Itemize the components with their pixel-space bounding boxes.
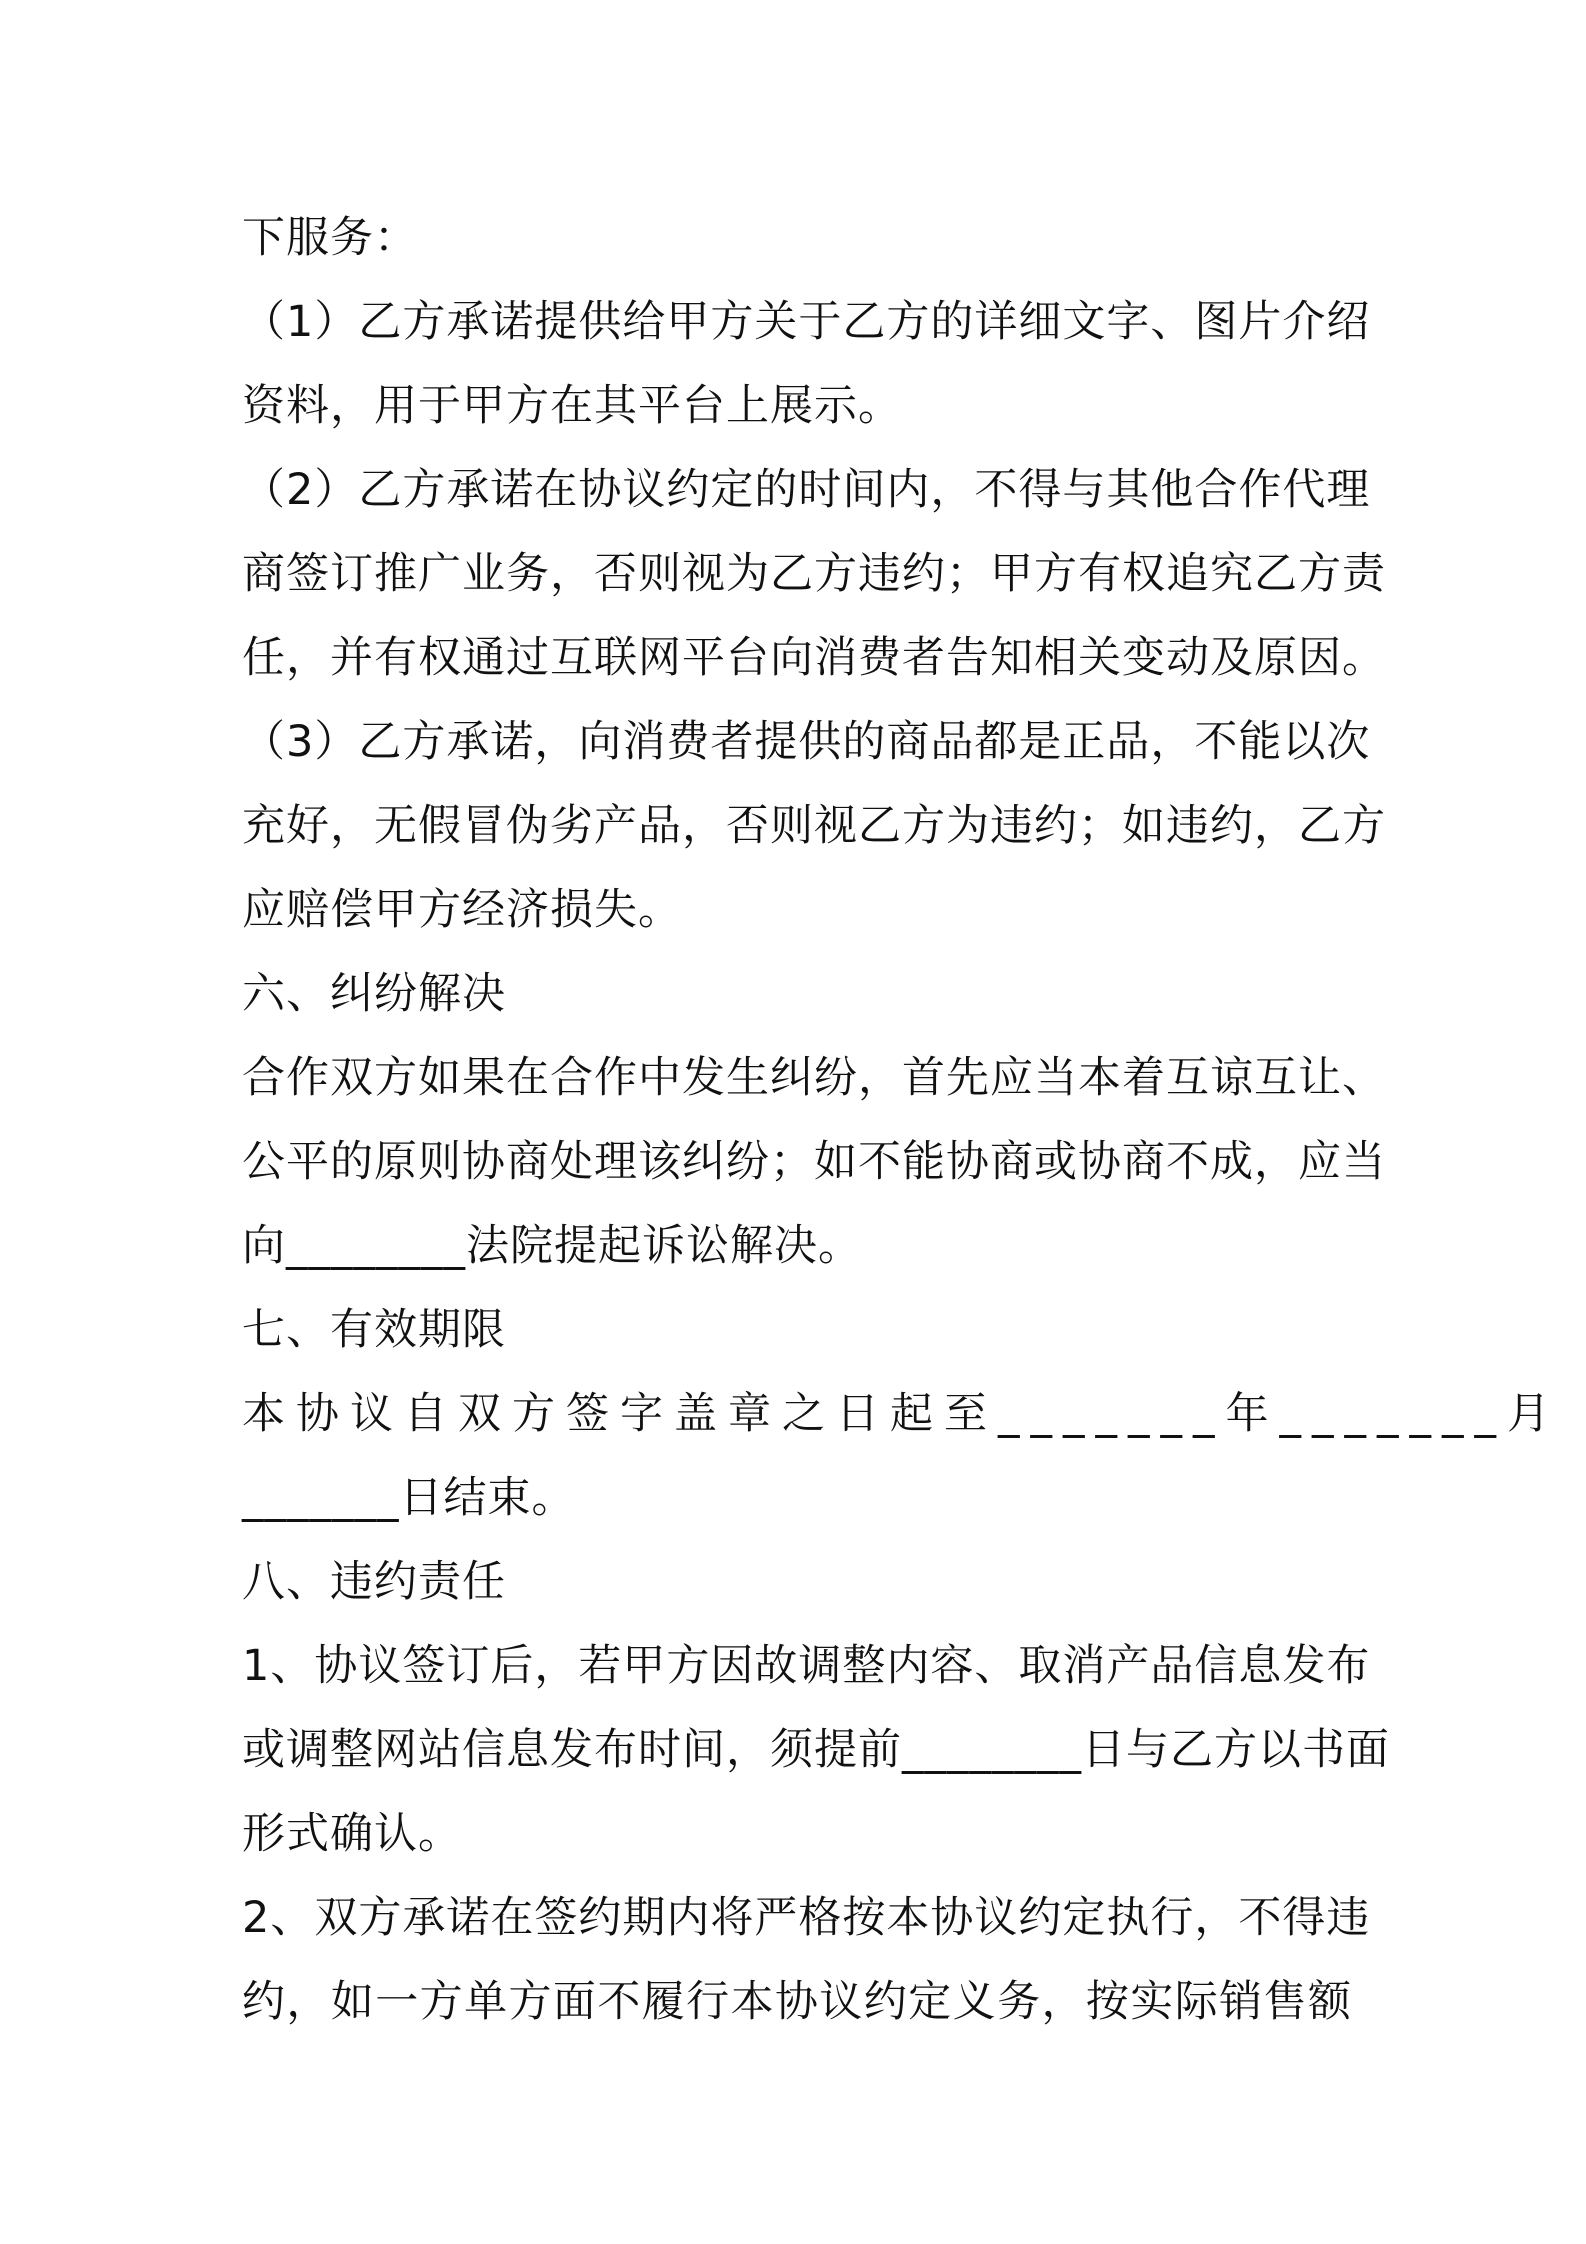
text-line-18: 1、协议签订后，若甲方因故调整内容、取消产品信息发布 bbox=[242, 1641, 1371, 1691]
text-line-2: （1）乙方承诺提供给甲方关于乙方的详细文字、图片介绍 bbox=[242, 297, 1371, 347]
text-line-11: 合作双方如果在合作中发生纠纷，首先应当本着互谅互让、 bbox=[242, 1053, 1386, 1103]
text-line-5: 商签订推广业务，否则视为乙方违约；甲方有权追究乙方责 bbox=[242, 549, 1386, 599]
section-heading-dispute: 六、纠纷解决 bbox=[242, 969, 506, 1019]
text-line-7: （3）乙方承诺，向消费者提供的商品都是正品，不能以次 bbox=[242, 717, 1371, 767]
text-line-9: 应赔偿甲方经济损失。 bbox=[242, 885, 682, 935]
section-heading-validity: 七、有效期限 bbox=[242, 1305, 506, 1355]
text-line-12: 公平的原则协商处理该纠纷；如不能协商或协商不成，应当 bbox=[242, 1137, 1386, 1187]
text-line-13: 向________法院提起诉讼解决。 bbox=[242, 1221, 862, 1271]
section-heading-liability: 八、违约责任 bbox=[242, 1557, 506, 1607]
text-line-15: 本协议自双方签字盖章之日起至_______年_______月 bbox=[242, 1389, 1561, 1439]
text-line-1: 下服务： bbox=[242, 213, 418, 263]
text-line-16: _______日结束。 bbox=[242, 1473, 576, 1523]
text-line-8: 充好，无假冒伪劣产品，否则视乙方为违约；如违约，乙方 bbox=[242, 801, 1386, 851]
text-line-21: 2、双方承诺在签约期内将严格按本协议约定执行，不得违 bbox=[242, 1893, 1371, 1943]
text-line-22: 约，如一方单方面不履行本协议约定义务，按实际销售额 bbox=[242, 1977, 1352, 2027]
text-line-4: （2）乙方承诺在协议约定的时间内，不得与其他合作代理 bbox=[242, 465, 1371, 515]
text-line-20: 形式确认。 bbox=[242, 1809, 462, 1859]
text-line-19: 或调整网站信息发布时间，须提前________日与乙方以书面 bbox=[242, 1725, 1390, 1775]
document-page bbox=[242, 196, 1561, 2044]
text-line-6: 任，并有权通过互联网平台向消费者告知相关变动及原因。 bbox=[242, 633, 1386, 683]
text-line-3: 资料，用于甲方在其平台上展示。 bbox=[242, 381, 902, 431]
